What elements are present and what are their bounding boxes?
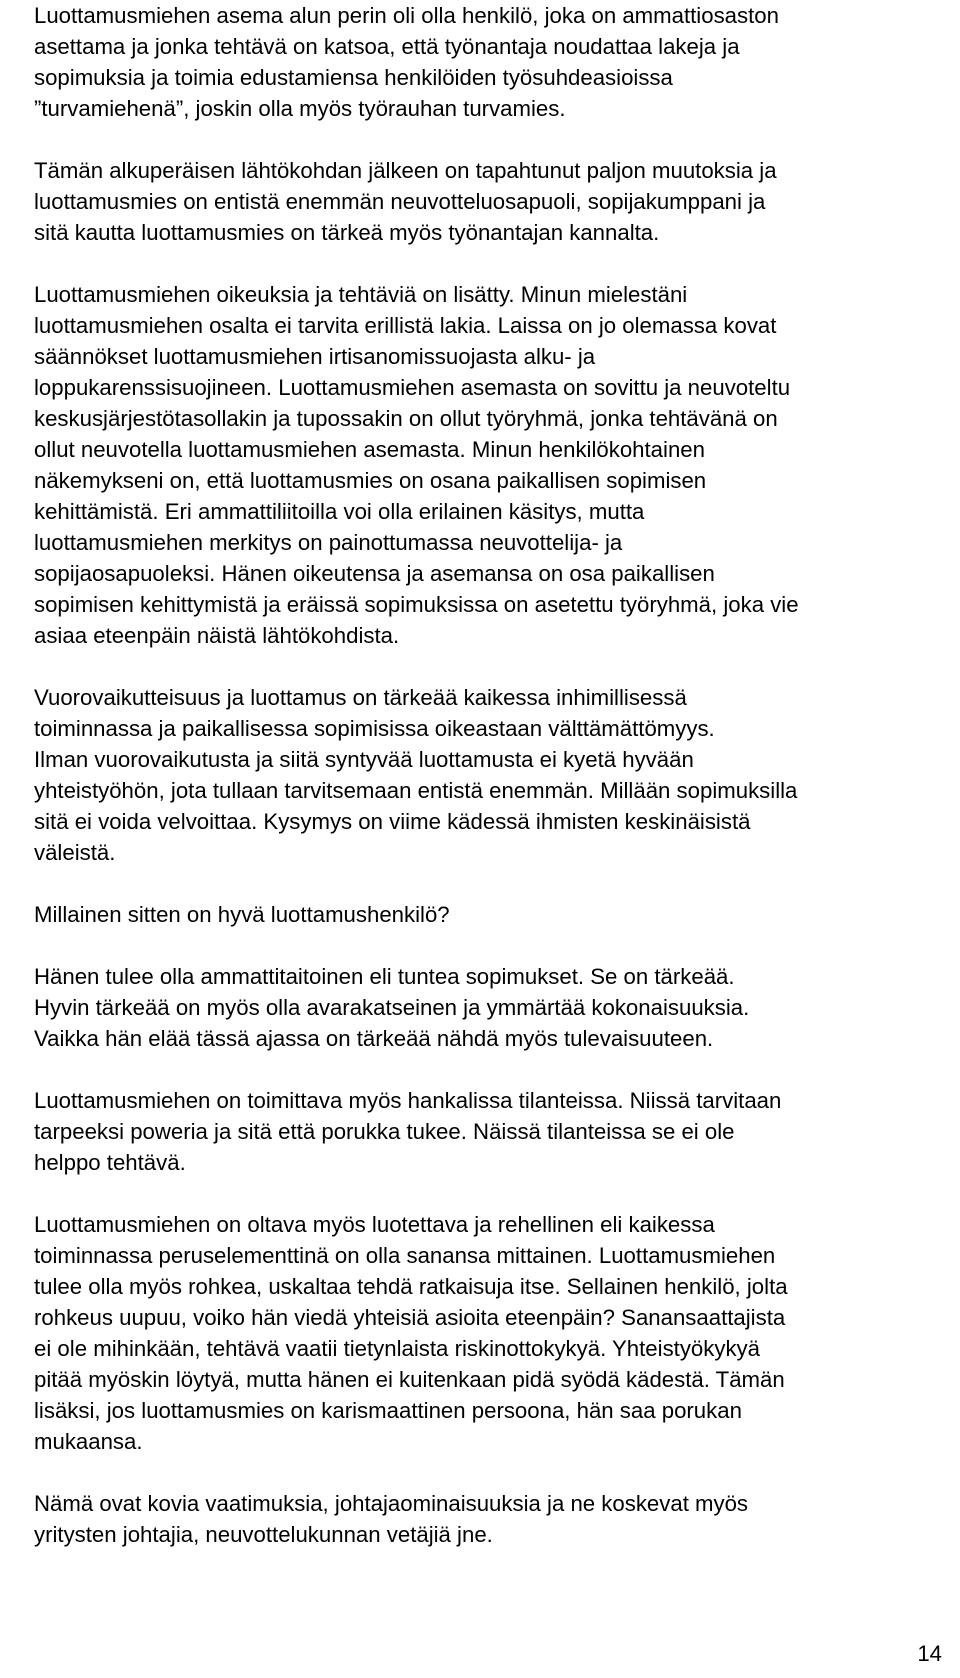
paragraph-luotettava: Luottamusmiehen on oltava myös luotettava ja rehellinen eli kaikessa toiminnassa peruselementtinä on olla sanansa mittainen. Luottamusmiehen tulee olla myös rohkea, uskaltaa tehdä ratkaisuja itse. Sellainen henkilö, jolta rohkeus uupuu, voiko hän viedä yhteisiä asioita eteenpäin? Sanansaattajista ei ole mihinkään, tehtävä vaatii tietynlaista riskinottokykyä. Yhteistyökykyä pitää myöskin löytyä, mutta hänen ei kuitenkaan pidä syödä kädestä. Tämän lisäksi, jos luottamusmies on karismaattinen persoona, hän saa porukan mukaansa. <box>34 1212 788 1454</box>
page-number: 14 <box>917 1641 942 1666</box>
paragraph-gap <box>34 1457 934 1488</box>
paragraph-gap <box>34 124 934 155</box>
paragraph-vaatimukset: Nämä ovat kovia vaatimuksia, johtajaominaisuuksia ja ne koskevat myös yritysten johtajia, neuvottelukunnan vetäjiä jne. <box>34 1491 749 1547</box>
paragraph-gap <box>34 248 934 279</box>
paragraph-gap <box>34 651 934 682</box>
paragraph-question: Millainen sitten on hyvä luottamushenkilö? <box>34 902 450 927</box>
paragraph-gap <box>34 868 934 899</box>
paragraph-gap <box>34 930 934 961</box>
paragraph-gap <box>34 1178 934 1209</box>
paragraph-hankalat-tilanteet: Luottamusmiehen on toimittava myös hankalissa tilanteissa. Niissä tarvitaan tarpeeksi poweria ja sitä että porukka tukee. Näissä tilanteissa se ei ole helppo tehtävä. <box>34 1088 782 1175</box>
paragraph-luottamusmiehen-asema: Luottamusmiehen asema alun perin oli olla henkilö, joka on ammattiosaston asettama ja jonka tehtävä on katsoa, että työnantaja noudattaa lakeja ja sopimuksia ja toimia edustamiensa henkilöiden työsuhdeasioissa ”turvamiehenä”, joskin olla myös työrauhan turvamies. <box>34 3 779 121</box>
paragraph-lahtokohta: Tämän alkuperäisen lähtökohdan jälkeen on tapahtunut paljon muutoksia ja luottamusmies on entistä enemmän neuvotteluosapuoli, sopijakumppani ja sitä kautta luottamusmies on tärkeä myös työnantajan kannalta. <box>34 158 777 245</box>
paragraph-vuorovaikutus: Vuorovaikutteisuus ja luottamus on tärkeää kaikessa inhimillisessä toiminnassa ja paikallisessa sopimisissa oikeastaan välttämättömyys. Ilman vuorovaikutusta ja siitä syntyvää luottamusta ei kyetä hyvään yhteistyöhön, jota tullaan tarvitsemaan entistä enemmän. Millään sopimuksilla sitä ei voida velvoittaa. Kysymys on viime kädessä ihmisten keskinäisistä väleistä. <box>34 685 798 865</box>
paragraph-gap <box>34 1054 934 1085</box>
document-page <box>34 0 934 1550</box>
paragraph-oikeudet: Luottamusmiehen oikeuksia ja tehtäviä on lisätty. Minun mielestäni luottamusmiehen osalta ei tarvita erillistä lakia. Laissa on jo olemassa kovat säännökset luottamusmiehen irtisanomissuojasta alku- ja loppukarenssisuojineen. Luottamusmiehen asemasta on sovittu ja neuvoteltu keskusjärjestötasollakin ja tupossakin on ollut työryhmä, jonka tehtävänä on ollut neuvotella luottamusmiehen asemasta. Minun henkilökohtainen näkemykseni on, että luottamusmies on osana paikallisen sopimisen kehittämistä. Eri ammattiliitoilla voi olla erilainen käsitys, mutta luottamusmiehen merkitys on painottumassa neuvottelija- ja sopijaosapuoleksi. Hänen oikeutensa ja asemansa on osa paikallisen sopimisen kehittymistä ja eräissä sopimuksissa on asetettu työryhmä, joka vie asiaa eteenpäin näistä lähtökohdista. <box>34 282 799 648</box>
paragraph-ammattitaito: Hänen tulee olla ammattitaitoinen eli tuntea sopimukset. Se on tärkeää. Hyvin tärkeää on myös olla avarakatseinen ja ymmärtää kokonaisuuksia. Vaikka hän elää tässä ajassa on tärkeää nähdä myös tulevaisuuteen. <box>34 964 750 1051</box>
